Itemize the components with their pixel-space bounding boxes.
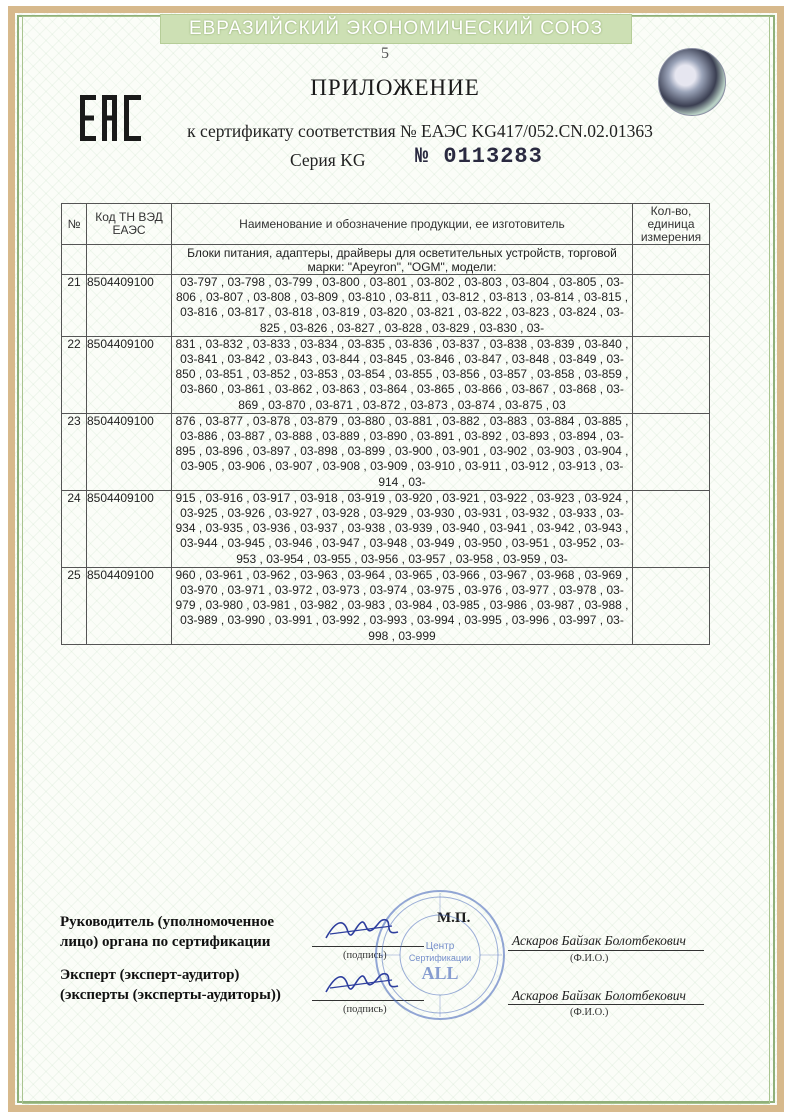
row-code: 8504409100 bbox=[87, 567, 172, 644]
row-number: 24 bbox=[62, 490, 87, 567]
table-intro-row bbox=[62, 245, 710, 275]
row-description: 876 , 03-877 , 03-878 , 03-879 , 03-880 , 03-881 , 03-882 , 03-883 , 03-884 , 03-885 , 03-886 , 03-887 , 03-888 , 03-889 , 03-890 , 03-891 , 03-892 , 03-893 , 03-894 , 03-895 , 03-896 , 03-897 , 03-898 , 03-899 , 03-900 , 03-901 , 03-902 , 03-903 , 03-904 , 03-905 , 03-906 , 03-907 , 03-908 , 03-909 , 03-910 , 03-911 , 03-912 , 03-913 , 03-914 , 03- bbox=[172, 413, 633, 490]
head-name-caption: (Ф.И.О.) bbox=[570, 953, 609, 964]
header-number: № bbox=[62, 204, 87, 245]
head-name: Аскаров Байзак Болотбекович bbox=[512, 933, 686, 948]
stamp-place-label: М.П. bbox=[437, 910, 471, 926]
row-quantity bbox=[633, 413, 710, 490]
hologram-sticker-icon bbox=[658, 48, 726, 116]
row-quantity bbox=[633, 567, 710, 644]
certification-stamp-icon bbox=[372, 887, 508, 1023]
row-number: 23 bbox=[62, 413, 87, 490]
table-row bbox=[62, 490, 710, 567]
row-quantity bbox=[633, 336, 710, 413]
row-number: 25 bbox=[62, 567, 87, 644]
expert-label-line: (эксперты (эксперты-аудиторы)) bbox=[60, 987, 281, 1003]
row-description: 915 , 03-916 , 03-917 , 03-918 , 03-919 , 03-920 , 03-921 , 03-922 , 03-923 , 03-924 , 03-925 , 03-926 , 03-927 , 03-928 , 03-929 , 03-930 , 03-931 , 03-932 , 03-933 , 03-934 , 03-935 , 03-936 , 03-937 , 03-938 , 03-939 , 03-940 , 03-941 , 03-942 , 03-943 , 03-944 , 03-945 , 03-946 , 03-947 , 03-948 , 03-949 , 03-950 , 03-951 , 03-952 , 03-953 , 03-954 , 03-955 , 03-956 , 03-957 , 03-958 , 03-959 , 03- bbox=[172, 490, 633, 567]
head-name-line bbox=[508, 950, 704, 951]
expert-signature-caption: (подпись) bbox=[343, 1004, 387, 1015]
eac-logo-icon bbox=[80, 95, 142, 141]
product-intro: Блоки питания, адаптеры, драйверы для осветительных устройств, торговой марки: "Apeyron", "OGM", модели: bbox=[172, 245, 633, 275]
header-quantity: Кол-во, единица измерения bbox=[633, 204, 710, 245]
row-description: 960 , 03-961 , 03-962 , 03-963 , 03-964 , 03-965 , 03-966 , 03-967 , 03-968 , 03-969 , 03-970 , 03-971 , 03-972 , 03-973 , 03-974 , 03-975 , 03-976 , 03-977 , 03-978 , 03-979 , 03-980 , 03-981 , 03-982 , 03-983 , 03-984 , 03-985 , 03-986 , 03-987 , 03-988 , 03-989 , 03-990 , 03-991 , 03-992 , 03-993 , 03-994 , 03-995 , 03-996 , 03-997 , 03-998 , 03-999 bbox=[172, 567, 633, 644]
header-code: Код ТН ВЭД ЕАЭС bbox=[87, 204, 172, 245]
table-cell bbox=[87, 245, 172, 275]
page-number: 5 bbox=[381, 45, 389, 62]
series-label: Серия KG bbox=[290, 150, 366, 170]
expert-name-caption: (Ф.И.О.) bbox=[570, 1007, 609, 1018]
table-cell bbox=[62, 245, 87, 275]
header-description: Наименование и обозначение продукции, ее изготовитель bbox=[172, 204, 633, 245]
expert-name: Аскаров Байзак Болотбекович bbox=[512, 988, 686, 1003]
expert-signatory-label bbox=[60, 965, 281, 1005]
row-description: 03-797 , 03-798 , 03-799 , 03-800 , 03-801 , 03-802 , 03-803 , 03-804 , 03-805 , 03-806 , 03-807 , 03-808 , 03-809 , 03-810 , 03-811 , 03-812 , 03-813 , 03-814 , 03-815 , 03-816 , 03-817 , 03-818 , 03-819 , 03-820 , 03-821 , 03-822 , 03-823 , 03-824 , 03-825 , 03-826 , 03-827 , 03-828 , 03-829 , 03-830 , 03- bbox=[172, 275, 633, 337]
svg-text:Сертификации: Сертификации bbox=[408, 953, 472, 963]
row-code: 8504409100 bbox=[87, 413, 172, 490]
table-cell bbox=[633, 245, 710, 275]
expert-label-line: Эксперт (эксперт-аудитор) bbox=[60, 967, 240, 983]
row-quantity bbox=[633, 275, 710, 337]
row-number: 22 bbox=[62, 336, 87, 413]
row-code: 8504409100 bbox=[87, 275, 172, 337]
union-banner: ЕВРАЗИЙСКИЙ ЭКОНОМИЧЕСКИЙ СОЮЗ bbox=[160, 14, 632, 44]
svg-text:Центр: Центр bbox=[425, 941, 455, 952]
table-row bbox=[62, 567, 710, 644]
row-number: 21 bbox=[62, 275, 87, 337]
products-table bbox=[61, 203, 710, 645]
table-row bbox=[62, 336, 710, 413]
head-label-line: лицо) органа по сертификации bbox=[60, 934, 271, 950]
page-title: ПРИЛОЖЕНИЕ bbox=[310, 75, 480, 100]
row-description: 831 , 03-832 , 03-833 , 03-834 , 03-835 , 03-836 , 03-837 , 03-838 , 03-839 , 03-840 , 03-841 , 03-842 , 03-843 , 03-844 , 03-845 , 03-846 , 03-847 , 03-848 , 03-849 , 03-850 , 03-851 , 03-852 , 03-853 , 03-854 , 03-855 , 03-856 , 03-857 , 03-858 , 03-859 , 03-860 , 03-861 , 03-862 , 03-863 , 03-864 , 03-865 , 03-866 , 03-867 , 03-868 , 03-869 , 03-870 , 03-871 , 03-872 , 03-873 , 03-874 , 03-875 , 03 bbox=[172, 336, 633, 413]
row-quantity bbox=[633, 490, 710, 567]
svg-text:ALL: ALL bbox=[421, 963, 459, 983]
expert-signature-icon bbox=[322, 966, 402, 1000]
series-number: № 0113283 bbox=[415, 144, 543, 169]
expert-name-line bbox=[508, 1004, 704, 1005]
head-signature-icon bbox=[322, 912, 402, 946]
head-signature-caption: (подпись) bbox=[343, 950, 387, 961]
head-signatory-label bbox=[60, 912, 274, 952]
table-row bbox=[62, 275, 710, 337]
table-row bbox=[62, 413, 710, 490]
certificate-reference: к сертификату соответствия № ЕАЭС KG417/052.CN.02.01363 bbox=[187, 121, 653, 141]
table-header-row bbox=[62, 204, 710, 245]
row-code: 8504409100 bbox=[87, 490, 172, 567]
head-label-line: Руководитель (уполномоченное bbox=[60, 914, 275, 930]
row-code: 8504409100 bbox=[87, 336, 172, 413]
